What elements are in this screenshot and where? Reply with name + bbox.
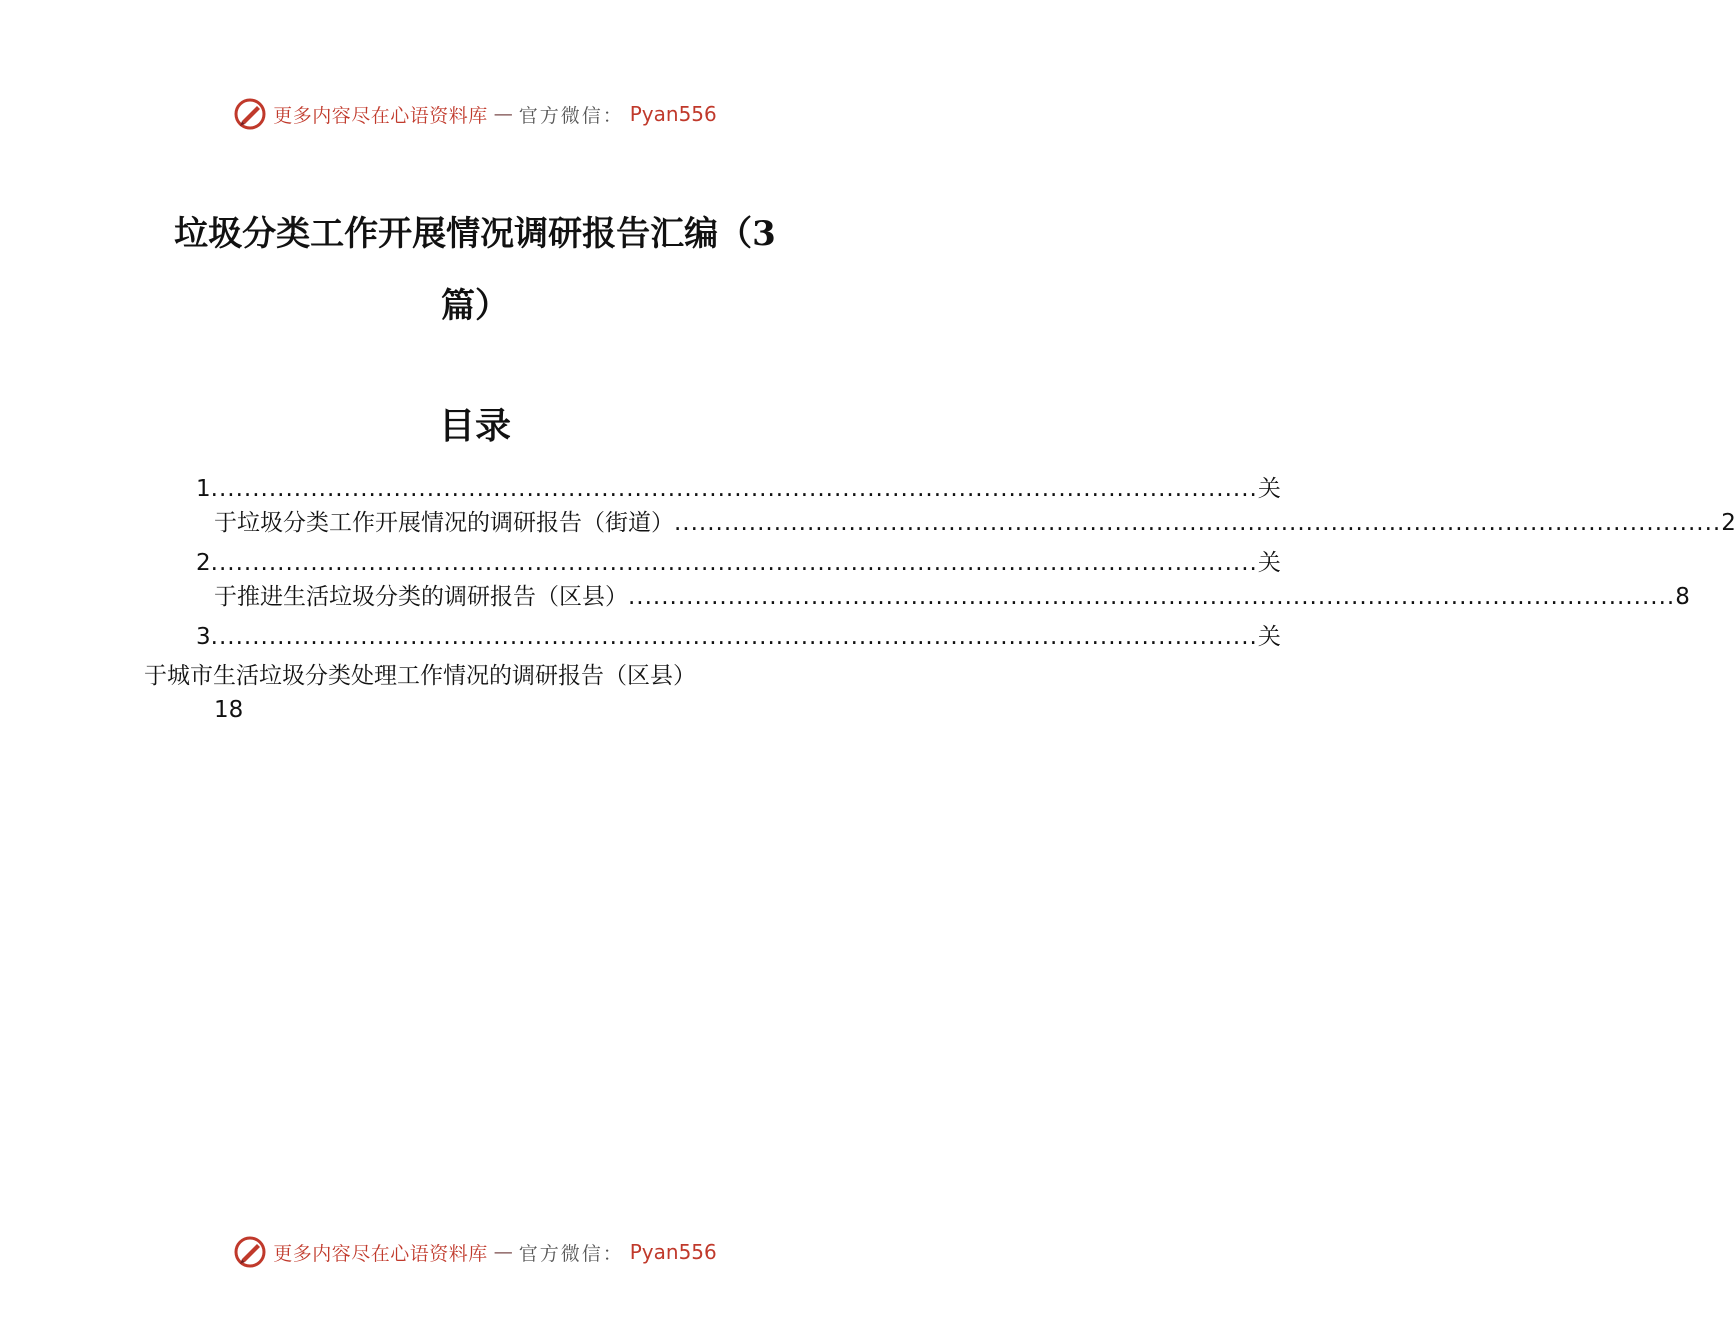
toc-entry-2-title: 于推进生活垃圾分类的调研报告（区县） bbox=[214, 584, 628, 610]
watermark-wechat-id: Pyan556 bbox=[629, 102, 717, 126]
pen-circle-logo-icon bbox=[233, 1235, 267, 1269]
toc-entry-3-first-line[interactable] bbox=[196, 622, 1281, 652]
toc-entry-1-number: 1 bbox=[196, 476, 211, 502]
toc-heading: 目录 bbox=[438, 405, 511, 447]
toc-leader-dots: .............................................................................................................................. bbox=[628, 584, 1676, 610]
document-title-line-2: 篇） bbox=[441, 286, 509, 326]
document-title bbox=[150, 198, 800, 342]
watermark-wechat-id: Pyan556 bbox=[629, 1240, 717, 1264]
footer-watermark bbox=[0, 1232, 950, 1272]
toc-entry-2-number: 2 bbox=[196, 550, 211, 576]
watermark-wechat-label: 官方微信： bbox=[518, 104, 624, 127]
watermark-wechat-label: 官方微信： bbox=[518, 1242, 624, 1265]
toc-leader-dots: .............................................................................................................................. bbox=[210, 476, 1258, 502]
toc-entry-2-page: 8 bbox=[1675, 584, 1690, 610]
watermark-text: 更多内容尽在心语资料库 bbox=[273, 1242, 488, 1265]
toc-leader-dots: .............................................................................................................................. bbox=[674, 510, 1722, 536]
header-watermark bbox=[0, 94, 950, 134]
toc-entry-3-head-end: 关 bbox=[1257, 624, 1281, 650]
watermark-separator: — bbox=[493, 1241, 513, 1263]
toc-leader-dots: .............................................................................................................................. bbox=[210, 550, 1258, 576]
toc-entry-3-number: 3 bbox=[196, 624, 211, 650]
toc-entry-2-second-line[interactable] bbox=[214, 582, 1690, 612]
watermark-separator: — bbox=[493, 103, 513, 125]
toc-entry-2-first-line[interactable] bbox=[196, 548, 1281, 578]
toc-entry-1-first-line[interactable] bbox=[196, 474, 1281, 504]
watermark-text: 更多内容尽在心语资料库 bbox=[273, 104, 488, 127]
toc-entry-1-head-end: 关 bbox=[1257, 476, 1281, 502]
document-title-line-1: 垃圾分类工作开展情况调研报告汇编（3 bbox=[174, 214, 776, 254]
toc-entry-3-page[interactable]: 18 bbox=[214, 697, 244, 723]
pen-circle-logo-icon bbox=[233, 97, 267, 131]
toc-leader-dots: .............................................................................................................................. bbox=[210, 624, 1258, 650]
toc-entry-1-title: 于垃圾分类工作开展情况的调研报告（街道） bbox=[214, 510, 674, 536]
toc-entry-3-title[interactable]: 于城市生活垃圾分类处理工作情况的调研报告（区县） bbox=[144, 663, 696, 689]
toc-entry-2-head-end: 关 bbox=[1257, 550, 1281, 576]
toc-entry-1-second-line[interactable] bbox=[214, 508, 1736, 538]
toc-entry-1-page: 2 bbox=[1721, 510, 1736, 536]
